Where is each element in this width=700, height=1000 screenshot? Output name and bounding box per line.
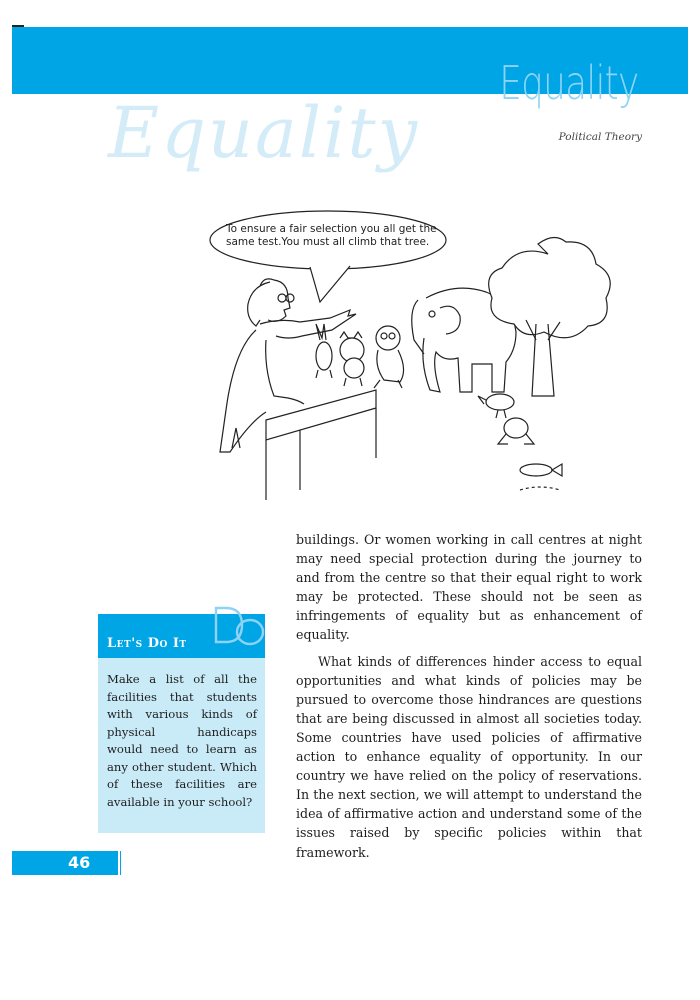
do-it-icon [212,604,268,648]
cat [340,332,364,386]
page-number-band [12,851,121,875]
page-band-divider [118,851,120,875]
teacher-desk [266,390,376,500]
monkey [374,326,404,388]
body-text [296,530,642,869]
page-number: 46 [68,853,91,872]
activity-text: Make a list of all the facilities that students with various kinds of physical handicaps would need to learn as any other student. Which of these facilities are available in your school? [107,672,257,809]
body-paragraph: buildings. Or women working in call centres at night may need special protection during the journey to and from the centre so that their equal right to work may be protected. These should not be seen as infringements of equality but as enhancement of equality. [296,532,642,643]
activity-title: Let's Do It [107,636,187,651]
fish [520,464,562,490]
speech-bubble-text: To ensure a fair selection you all get the same test.You must all climb that tree. [226,223,437,248]
book-subtitle: Political Theory [558,131,642,143]
tree [489,237,611,396]
body-paragraph: What kinds of differences hinder access to equal opportunities and what kinds of policies may be pursued to overcome those hindrances are questions that are being discussed in almost all societies today. Some countries have used policies of affirmative action to enhance equality of opportunity. In our country we have relied on the policy of reservations. In the next section, we will attempt to understand the idea of affirmative action and understand some of the issues raised by specific policies within that framework. [296,653,642,860]
frog [498,418,534,444]
chapter-title: Equality [498,56,638,110]
bird [478,394,514,418]
background-watermark-title: Equality [108,92,420,174]
